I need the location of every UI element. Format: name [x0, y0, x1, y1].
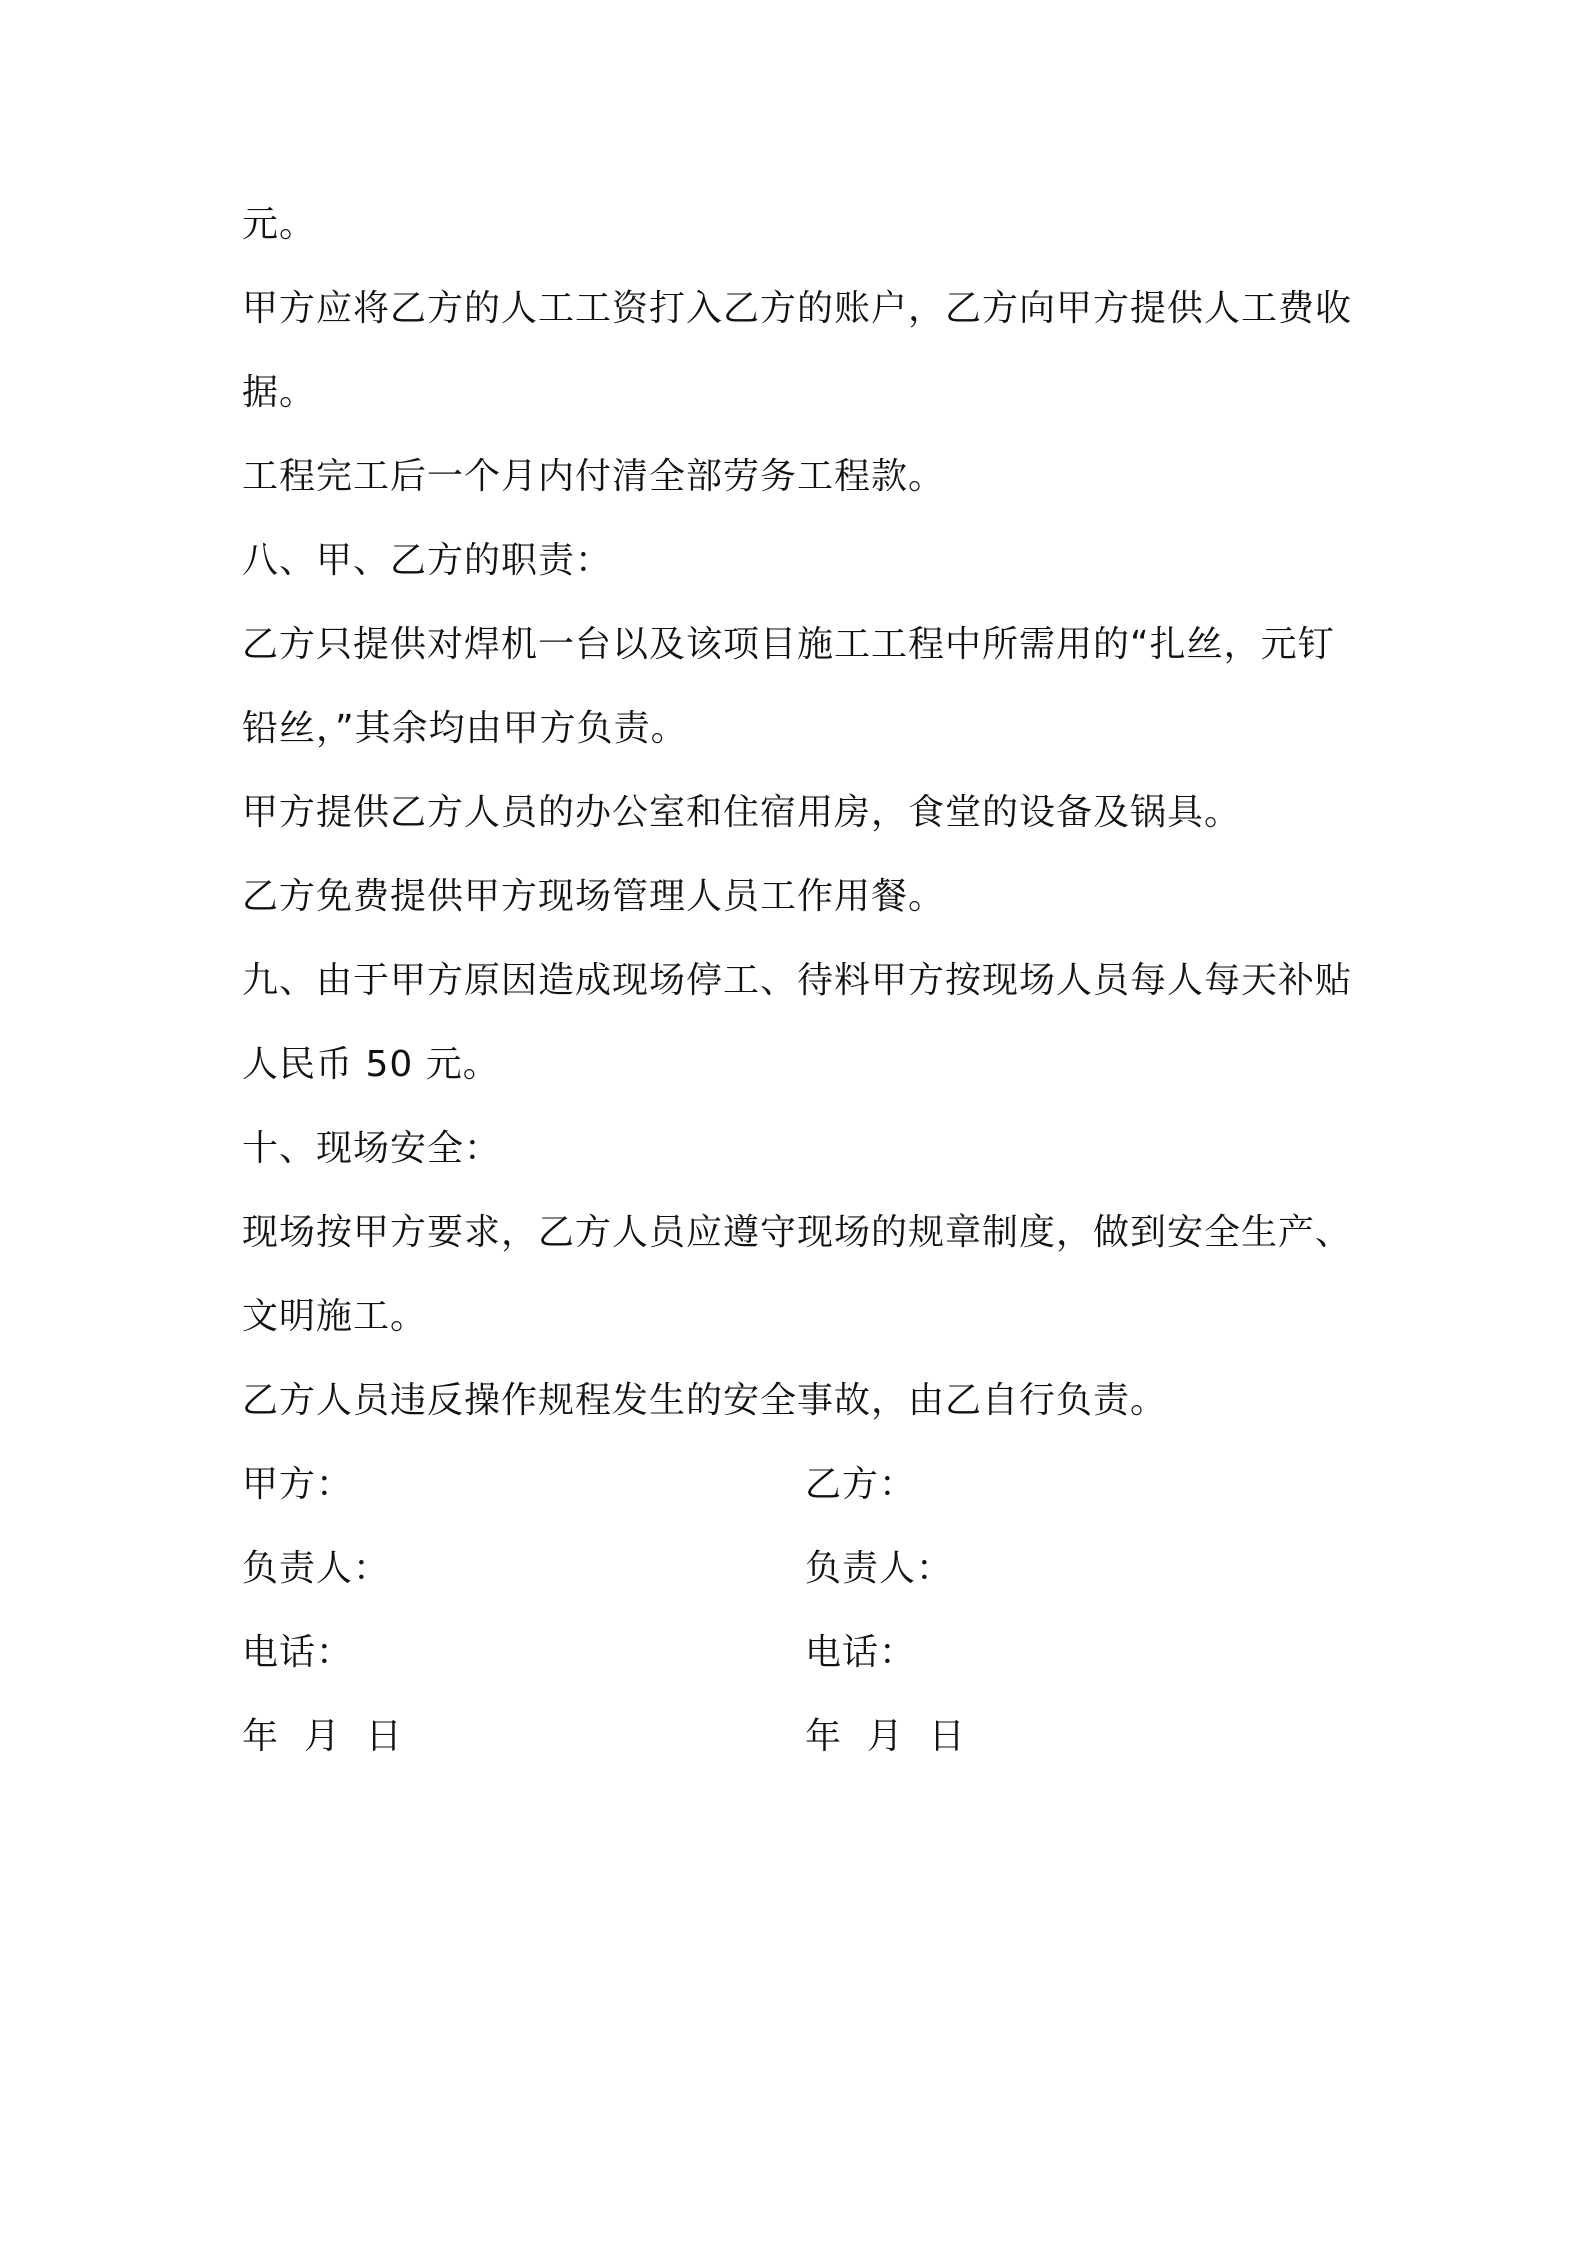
party-b-responsible-label: 负责人：	[805, 1548, 954, 1589]
party-a-phone-label: 电话：	[242, 1632, 354, 1673]
paragraph-line: 现场按甲方要求，乙方人员应遵守现场的规章制度，做到安全生产、	[242, 1212, 1353, 1253]
party-a-responsible-label: 负责人：	[242, 1548, 391, 1589]
paragraph-line: 工程完工后一个月内付清全部劳务工程款。	[242, 456, 946, 497]
party-a-label: 甲方：	[242, 1464, 354, 1505]
section-heading: 八、甲、乙方的职责：	[242, 540, 613, 581]
party-a-date-label: 年 月 日	[242, 1716, 403, 1757]
section-heading: 九、由于甲方原因造成现场停工、待料甲方按现场人员每人每天补贴	[242, 960, 1353, 1001]
paragraph-line: 元。	[242, 204, 317, 245]
paragraph-line: 人民币 50 元。	[242, 1044, 500, 1085]
paragraph-line: 甲方应将乙方的人工工资打入乙方的账户，乙方向甲方提供人工费收	[242, 288, 1353, 329]
party-b-label: 乙方：	[805, 1464, 917, 1505]
paragraph-line: 据。	[242, 372, 317, 413]
paragraph-line: 文明施工。	[242, 1296, 428, 1337]
paragraph-line: 乙方人员违反操作规程发生的安全事故，由乙自行负责。	[242, 1380, 1168, 1421]
paragraph-line: 乙方只提供对焊机一台以及该项目施工工程中所需用的“扎丝，元钉	[242, 624, 1335, 665]
party-b-date-label: 年 月 日	[805, 1716, 966, 1757]
section-heading: 十、现场安全：	[242, 1128, 502, 1169]
paragraph-line: 甲方提供乙方人员的办公室和住宿用房，食堂的设备及锅具。	[242, 792, 1242, 833]
paragraph-line: 铅丝，”其余均由甲方负责。	[242, 708, 688, 749]
party-b-phone-label: 电话：	[805, 1632, 917, 1673]
paragraph-line: 乙方免费提供甲方现场管理人员工作用餐。	[242, 876, 946, 917]
